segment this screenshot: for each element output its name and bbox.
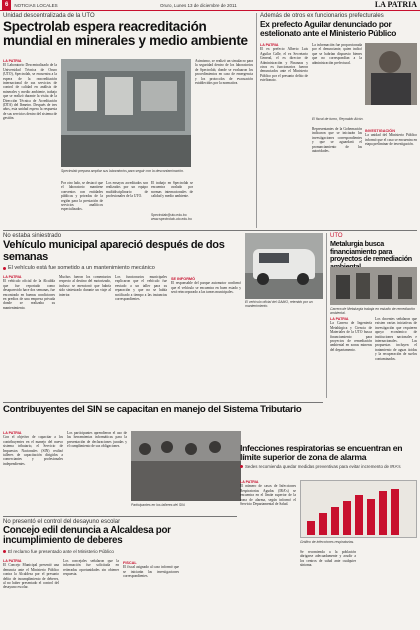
metalurgia-photo (330, 267, 417, 305)
story-column (260, 43, 308, 226)
story-column (375, 317, 417, 439)
story-column (63, 559, 119, 627)
story-column (115, 275, 167, 397)
bullet-text: El vehículo está fue sometido a un mantenimiento mecánico (8, 265, 155, 272)
story-column (59, 275, 111, 397)
story-column (3, 275, 55, 397)
story-body: Los docentes señalaron que existen varias iniciativas de investigación que requieren apoyo económico de instituciones nacionales e internacionales. (375, 317, 417, 344)
photo-caption: El vehículo oficial del GAMO, retenido por un mantenimiento. (245, 300, 313, 308)
dateline: Oruro, Lunes 13 de diciembre de 2011 (160, 2, 237, 8)
story-body: Por otro lado, se destacó que el laboratorio mantiene convenios con entidades públicas y privadas de la región para la prestación de servicios analíticos especializados. (61, 181, 103, 212)
story-headline[interactable]: Spectrolab espera reacreditación mundial en minerales y medio ambiente (3, 19, 248, 49)
story-body: El Laboratorio Descentralizado de la Universidad Técnica de Oruro (UTO), Spectrolab, se encuentra a la espera de la reacreditación internacional de sus servicios de control de calidad en análisis de minerales y medio ambiente, trabajo que se realizó durante la visita de la Dirección Técnica de Acreditación (DTA) del Ibmetro. Después de tres años, esta unidad espera la respuesta de sus servicios dentro del sistema de gestión. (3, 63, 57, 121)
story-body: El fiscal asignado al caso informó que se iniciarán las investigaciones correspondientes. (123, 565, 179, 579)
bullet-icon (3, 267, 6, 270)
story-body: Los participantes aprendieron el uso de las herramientas informáticas para la presentación de declaraciones juradas y el cumplimiento de sus obligaciones. (67, 431, 127, 449)
fiscal-photo (365, 43, 417, 105)
story-kicker: Además de otros ex funcionarios prefecturales (260, 13, 384, 19)
photo-caption: Carrera de Metalurgia trabaja en estudio de remediación ambiental. (330, 307, 416, 315)
bullet-icon (3, 550, 6, 553)
story-headline[interactable]: Concejo edil denuncia a Alcaldesa por incumplimiento de deberes (3, 525, 171, 547)
chart-graphic (300, 480, 417, 538)
story-prefecto (260, 13, 417, 228)
story-spectrolab (3, 13, 253, 228)
story-body: El Concejo Municipal presentó una denuncia ante el Ministerio Público contra la Alcaldesa por el presunto delito de incumplimiento de deberes, al no haber presentado el control del desayuno escolar. (3, 563, 59, 590)
vehicle-photo (245, 233, 323, 299)
photo-caption: Spectrolab prepara ampliar sus laboratorios para seguir con la descontaminación. (61, 169, 184, 173)
story-body: Con el objetivo de capacitar a los contribuyentes en el manejo del nuevo sistema tributario, el Servicio de Impuestos Nacionales (SIN) realizó talleres de capacitación dirigidos a comerciantes y profesionales independientes. (3, 435, 63, 466)
story-column (330, 317, 372, 439)
section-divider (3, 230, 417, 231)
photo-caption: Participantes en los talleres del SIN. (131, 503, 186, 507)
story-column (123, 559, 179, 627)
story-bullet (3, 265, 243, 271)
story-byline: LA PATRIA (3, 59, 22, 63)
page-number: 6 (2, 0, 11, 10)
story-byline: LA PATRIA (260, 43, 279, 47)
story-bullet (3, 549, 237, 554)
section-divider (3, 516, 237, 517)
story-body: La Carrera de Ingeniería Metalúrgica y Ciencia de Materiales de la UTO busca financiamiento para proyectos de remediación ambiental en zonas mineras del departamento. (330, 321, 372, 352)
story-infecciones (240, 444, 417, 628)
story-body: Representantes de la Gobernación indicaron que se iniciarán las investigaciones correspondientes y que se aguardará el pronunciamiento de las autoridades. (312, 127, 362, 154)
story-body: El ex prefecto Alberto Luis Aguilar Calle, el ex Secretario General, el ex director de Administración y Finanzas y otros ex funcionarios fueron denunciados ante el Ministerio Público por el presunto delito de estelionato. (260, 47, 308, 83)
story-column (195, 59, 253, 224)
photo-caption: El fiscal de turno, Reynaldo Alcón. (312, 117, 364, 121)
section-divider (3, 402, 323, 403)
story-body: Los concejales señalaron que la información fue solicitada en reiteradas oportunidades sin obtener respuesta. (63, 559, 119, 577)
story-column (240, 480, 296, 626)
story-body: El número de casos de Infecciones Respiratorias Agudas (IRA's) se encuentra en el límite superior de la zona de alarma, según informó el Servicio Departamental de Salud. (240, 484, 296, 507)
story-kicker: Unidad descentralizada de la UTO (3, 13, 95, 19)
story-column (312, 127, 362, 226)
story-metalurgia (330, 233, 417, 441)
story-headline[interactable]: Metalurgia busca financiamiento para proyectos de remediación (330, 239, 412, 264)
story-body: El trabajo en Spectrolab se encuentra avalado por normas internacionales de calidad y medio ambiente. (151, 181, 193, 199)
story-byline: LA PATRIA (330, 317, 349, 321)
story-vehiculo (3, 233, 243, 398)
story-body: La unidad del Ministerio Público informó que el caso se encuentra en etapa preliminar de investigación. (365, 133, 417, 147)
column-divider (256, 13, 257, 228)
story-column (3, 431, 63, 513)
story-body: El responsable del parque automotor confirmó que el vehículo se encuentra en buen estado y será reincorporado a las tareas municipales. (171, 281, 241, 295)
story-kicker: UTO (330, 233, 343, 239)
story-subhead: FISCAL (123, 561, 137, 565)
masthead: LA PATRIA (374, 0, 417, 9)
story-column (300, 550, 356, 626)
story-column (106, 181, 148, 227)
story-body: Los ensayos acreditados son realizados por un equipo multidisciplinario de profesionales de la UTO. (106, 181, 148, 199)
story-column (67, 431, 127, 513)
story-body: Asimismo, se realizó un simulacro para la seguridad dentro de los laboratorios de Spectrolab, donde se evaluaron los procedimientos en caso de emergencia y los protocolos de evacuación establecidos por la normativa. (195, 59, 253, 86)
story-body: Se recomienda a la población abrigarse adecuadamente y acudir a los centros de salud ante cualquier síntoma. (300, 550, 356, 568)
story-subhead: INVESTIGACIÓN (365, 129, 395, 133)
story-subhead: SE INFORMÓ (171, 277, 196, 281)
story-kicker: No estaba siniestrado (3, 233, 62, 239)
story-column (3, 59, 57, 224)
story-column (171, 275, 241, 397)
story-byline: LA PATRIA (3, 559, 22, 563)
story-byline: LA PATRIA (3, 275, 22, 279)
story-headline[interactable]: Ex prefecto Aguilar denunciado por estelionato ante el Ministerio Público (260, 19, 397, 38)
page-header (0, 0, 420, 11)
story-column (61, 181, 103, 227)
story-body: Las propuestas incluyen el tratamiento de aguas ácidas y la recuperación de suelos contaminados. (375, 339, 417, 361)
story-body: Los funcionarios municipales explicaron que el vehículo fue enviado a un taller para su reparación y que no se había notificado a tiempo a las instancias correspondientes. (115, 275, 167, 302)
story-headline[interactable]: Vehículo municipal apareció después de dos semanas (3, 239, 225, 263)
story-byline: LA PATRIA (3, 431, 22, 435)
bullet-text: El reclamo fue presentado ante el Ministerio Público (8, 548, 114, 554)
story-body: El vehículo oficial de la Alcaldía que fue reportado como desaparecido hace dos semanas, fue encontrado en buenas condiciones en predios de una empresa privada donde se realizaba su mantenimiento. (3, 279, 55, 310)
section-name: NOTICIAS LOCALES (14, 2, 58, 8)
bullet-icon (240, 465, 243, 468)
story-column (151, 181, 193, 211)
story-headline[interactable]: Infecciones respiratorias se encuentran en límite superior de zona de alarma (240, 443, 403, 463)
photo-caption: Gráfico de infecciones respiratorias. (300, 540, 355, 544)
story-headline[interactable]: Contribuyentes del SIN se capacitan en manejo del Sistema Tributario (3, 404, 302, 415)
story-kicker: No presentó el control del desayuno escolar (3, 519, 121, 525)
story-body: Muchos fueron los comentarios respecto al destino del motorizado, incluso se mencionó que habría sido siniestrado durante un viaje al interior. (59, 275, 111, 297)
story-byline: LA PATRIA (240, 480, 259, 484)
story-column (312, 43, 362, 113)
story-bullet (240, 464, 417, 469)
contact-info: Spectrolab@uto.edu.bo www.spectrolab-uto.edu.bo (151, 213, 192, 221)
sin-photo (131, 431, 241, 501)
column-divider (326, 233, 327, 398)
lab-photo (61, 59, 191, 167)
story-concejo (3, 519, 237, 627)
bullet-text: Sedes recomienda quedar medidas preventivas para evitar incremento de IRA's (245, 464, 401, 470)
story-column (3, 559, 59, 627)
story-column (365, 127, 417, 226)
story-body: La información fue proporcionada por el denunciante, quien indicó que se habrían dispuesto bienes que no correspondían a la administración prefectural. (312, 43, 362, 65)
